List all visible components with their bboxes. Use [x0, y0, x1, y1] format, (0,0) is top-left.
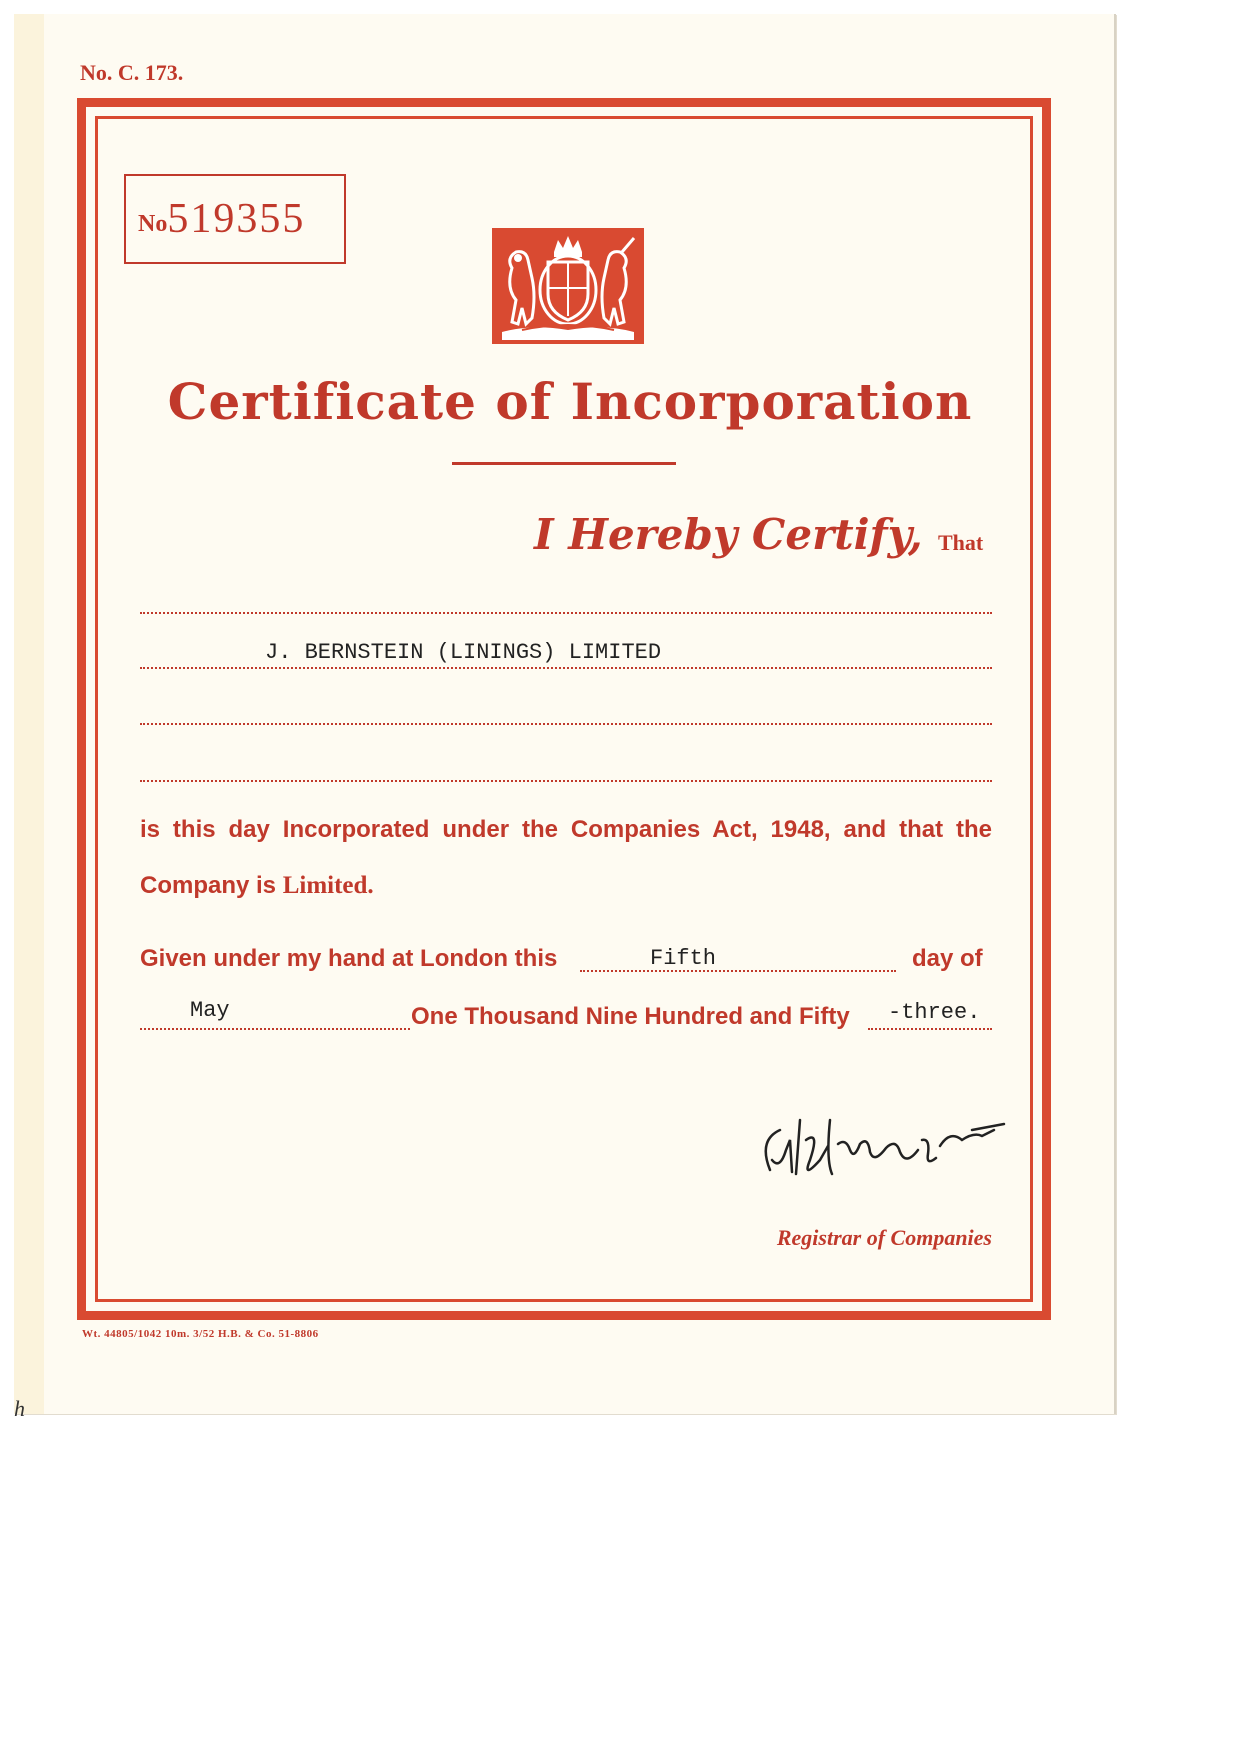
given-day: Fifth	[650, 946, 717, 971]
statement-limited: Limited.	[282, 872, 374, 899]
given-year-text: One Thousand Nine Hundred and Fifty	[411, 1003, 850, 1030]
company-line-3	[140, 723, 992, 725]
company-name: J. BERNSTEIN (LININGS) LIMITED	[265, 640, 662, 665]
given-text: Given under my hand at London this	[140, 945, 558, 972]
registration-number-box	[124, 174, 346, 264]
royal-coat-of-arms-icon	[492, 228, 644, 344]
certify-that: That	[938, 530, 984, 555]
year-line	[868, 1028, 992, 1030]
company-line-4	[140, 780, 992, 782]
margin-mark: h	[14, 1396, 25, 1421]
given-month: May	[190, 998, 230, 1023]
company-line-1	[140, 612, 992, 614]
form-number: No. C. 173.	[80, 60, 184, 85]
statement-company-is: Company is	[140, 872, 277, 899]
paper-edge	[14, 14, 44, 1414]
statement-line-1: is this day Incorporated under the Companies Act, 1948, and that the	[140, 816, 992, 843]
certify-heading: I Hereby Certify,	[534, 510, 923, 559]
registration-number: 519355	[167, 196, 306, 242]
certificate-title: Certificate of Incorporation	[167, 372, 973, 431]
month-line	[140, 1028, 410, 1030]
registrar-signature	[750, 1100, 1020, 1195]
given-day-of: day of	[912, 945, 983, 972]
registration-prefix: No	[138, 210, 168, 237]
company-line-2	[140, 667, 992, 669]
title-rule	[452, 462, 676, 465]
registrar-title: Registrar of Companies	[776, 1225, 992, 1250]
day-line	[580, 970, 896, 972]
printer-imprint: Wt. 44805/1042 10m. 3/52 H.B. & Co. 51-8806	[82, 1328, 319, 1340]
statement-line-2	[140, 872, 992, 900]
given-year-suffix: -three.	[888, 1000, 981, 1025]
